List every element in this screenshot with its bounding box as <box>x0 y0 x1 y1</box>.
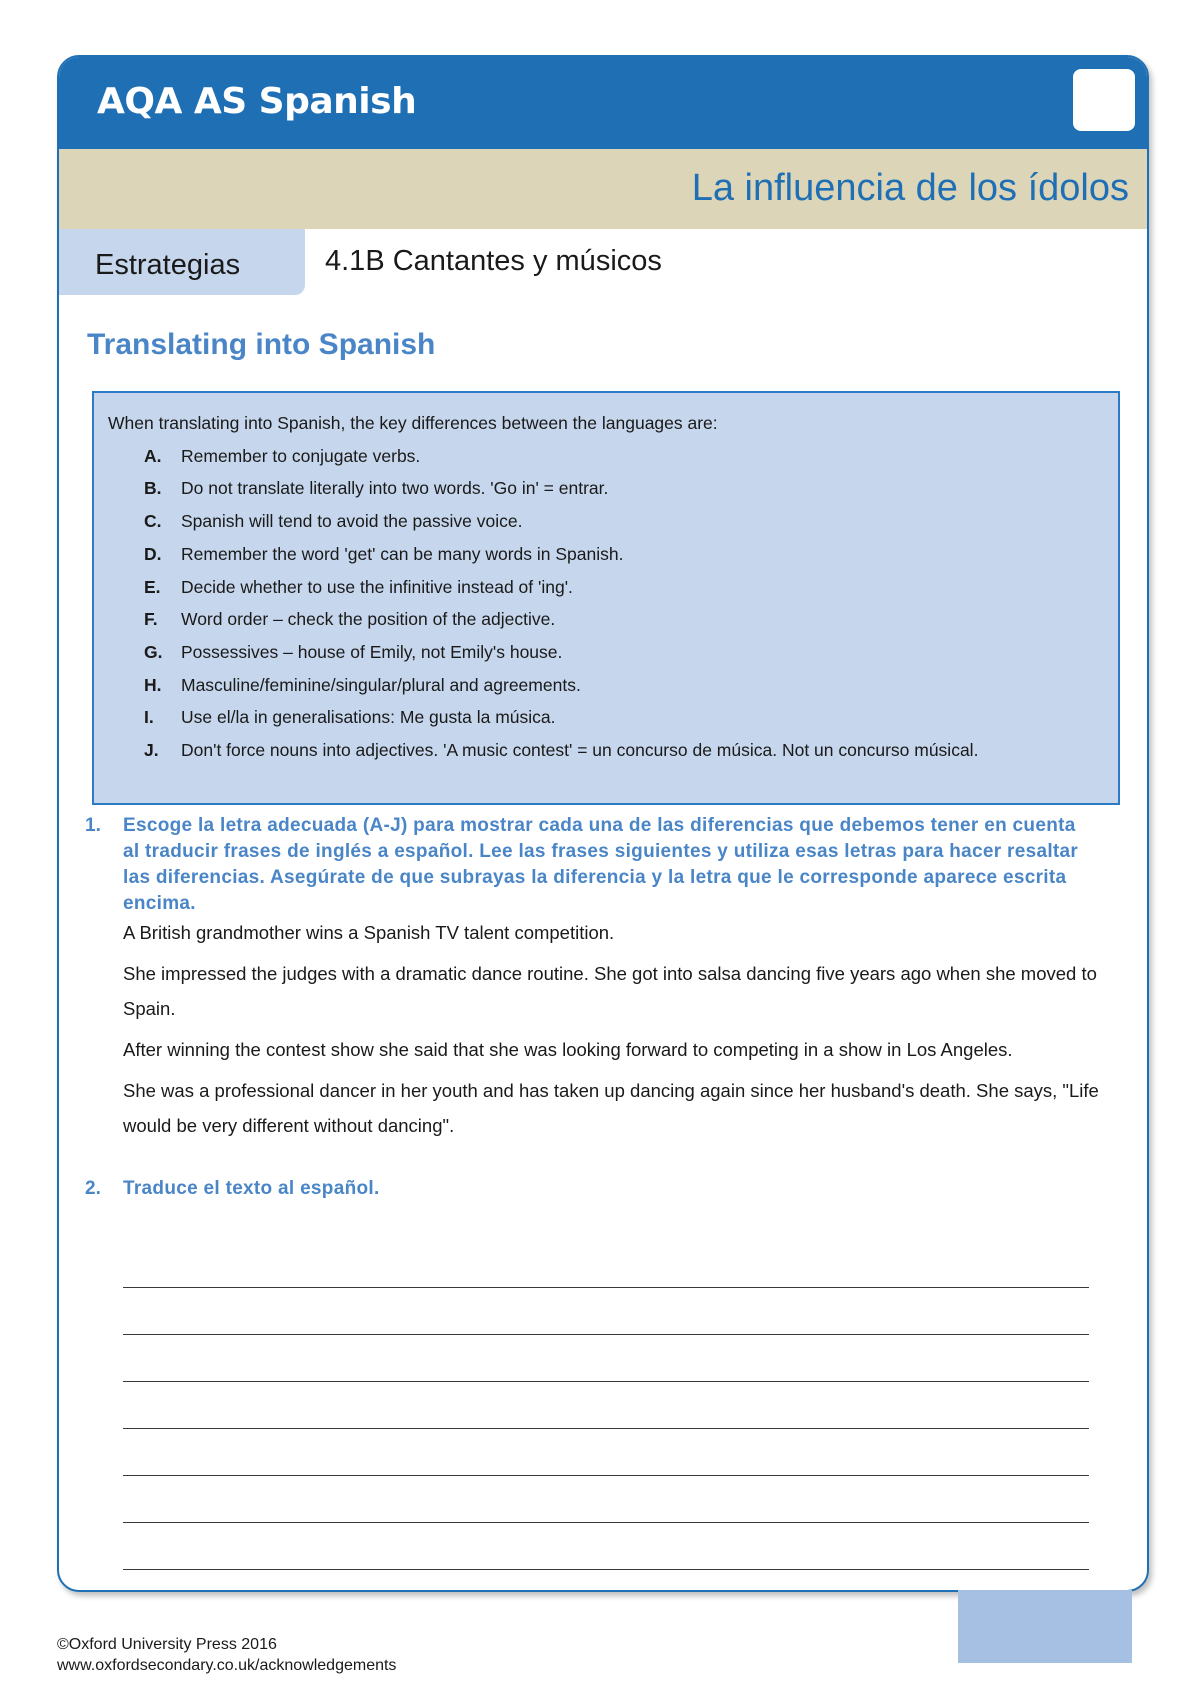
tip-letter: H. <box>144 674 162 695</box>
tip-text: Possessives – house of Emily, not Emily's house. <box>181 641 563 662</box>
section-tab <box>59 229 305 295</box>
section-title: 4.1B Cantantes y músicos <box>325 245 662 277</box>
tip-text: Masculine/feminine/singular/plural and agreements. <box>181 674 581 695</box>
header-bar <box>59 57 1147 149</box>
tip-item <box>108 472 1104 505</box>
tip-text: Don't force nouns into adjectives. 'A music contest' = un concurso de música. Not un concurso músical. <box>181 740 979 761</box>
answer-line[interactable] <box>123 1335 1089 1382</box>
tip-text: Word order – check the position of the adjective. <box>181 609 556 630</box>
tip-text: Do not translate literally into two words. 'Go in' = entrar. <box>181 478 609 499</box>
tip-text: Remember the word 'get' can be many words in Spanish. <box>181 543 624 564</box>
tip-letter: D. <box>144 543 162 564</box>
passage-paragraph: She was a professional dancer in her youth and has taken up dancing again since her husband's death. She says, "Life would be very different without dancing". <box>123 1080 1099 1136</box>
passage-paragraph: A British grandmother wins a Spanish TV talent competition. <box>123 922 615 943</box>
tip-letter: F. <box>144 609 158 630</box>
question-1 <box>85 813 1085 917</box>
tips-intro: When translating into Spanish, the key differences between the languages are: <box>108 413 718 433</box>
source-passage <box>123 915 1123 1149</box>
answer-line[interactable] <box>123 1241 1089 1288</box>
answer-line[interactable] <box>123 1570 1089 1592</box>
answer-line[interactable] <box>123 1382 1089 1429</box>
corner-box <box>1073 69 1135 131</box>
tip-item <box>108 538 1104 571</box>
tip-letter: B. <box>144 478 162 499</box>
answer-line[interactable] <box>123 1476 1089 1523</box>
tip-item <box>108 669 1104 702</box>
question-number: 2. <box>85 1178 101 1199</box>
tips-box <box>92 391 1120 805</box>
tip-item <box>108 734 1104 767</box>
tip-item <box>108 701 1104 734</box>
tip-text: Use el/la in generalisations: Me gusta la música. <box>181 707 556 728</box>
tip-letter: A. <box>144 445 162 466</box>
tip-item <box>108 603 1104 636</box>
footer <box>57 1634 396 1676</box>
answer-line[interactable] <box>123 1429 1089 1476</box>
topic-title: La influencia de los ídolos <box>691 167 1129 209</box>
question-2 <box>85 1176 1085 1202</box>
copyright-text: ©Oxford University Press 2016 <box>57 1636 277 1653</box>
tip-letter: C. <box>144 511 162 532</box>
passage-paragraph: After winning the contest show she said that she was looking forward to competing in a show in Los Angeles. <box>123 1039 1013 1060</box>
tip-letter: E. <box>144 576 161 597</box>
tip-item <box>108 505 1104 538</box>
tip-item <box>108 636 1104 669</box>
answer-line[interactable] <box>123 1523 1089 1570</box>
tip-letter: J. <box>144 740 159 761</box>
tip-letter: G. <box>144 641 163 662</box>
page-heading: Translating into Spanish <box>87 328 436 361</box>
brand-title: AQA AS Spanish <box>97 81 417 122</box>
question-text: Escoge la letra adecuada (A-J) para mostrar cada una de las diferencias que debemos tener en cuenta al traducir frases de inglés a español. Lee las frases siguientes y utiliza esas letras para hacer resaltar las diferencias. Asegúrate de que subrayas la diferencia y la letra que le corresponde aparece escrita encima. <box>123 815 1079 914</box>
answer-line[interactable] <box>123 1288 1089 1335</box>
footer-tab <box>958 1590 1132 1663</box>
question-text: Traduce el texto al español. <box>123 1178 380 1199</box>
question-number: 1. <box>85 815 101 836</box>
tip-text: Remember to conjugate verbs. <box>181 445 421 466</box>
answer-lines <box>123 1241 1089 1592</box>
tip-letter: I. <box>144 707 154 728</box>
tip-text: Spanish will tend to avoid the passive voice. <box>181 511 523 532</box>
section-tab-label: Estrategias <box>95 249 241 281</box>
passage-paragraph: She impressed the judges with a dramatic dance routine. She got into salsa dancing five years ago when she moved to Spain. <box>123 963 1097 1019</box>
tip-item <box>108 440 1104 473</box>
topic-band <box>59 149 1147 229</box>
worksheet-card <box>57 55 1149 1592</box>
tip-item <box>108 571 1104 604</box>
tips-list <box>108 440 1104 767</box>
tip-text: Decide whether to use the infinitive instead of 'ing'. <box>181 576 573 597</box>
acknowledgements-link[interactable]: www.oxfordsecondary.co.uk/acknowledgements <box>57 1657 397 1674</box>
